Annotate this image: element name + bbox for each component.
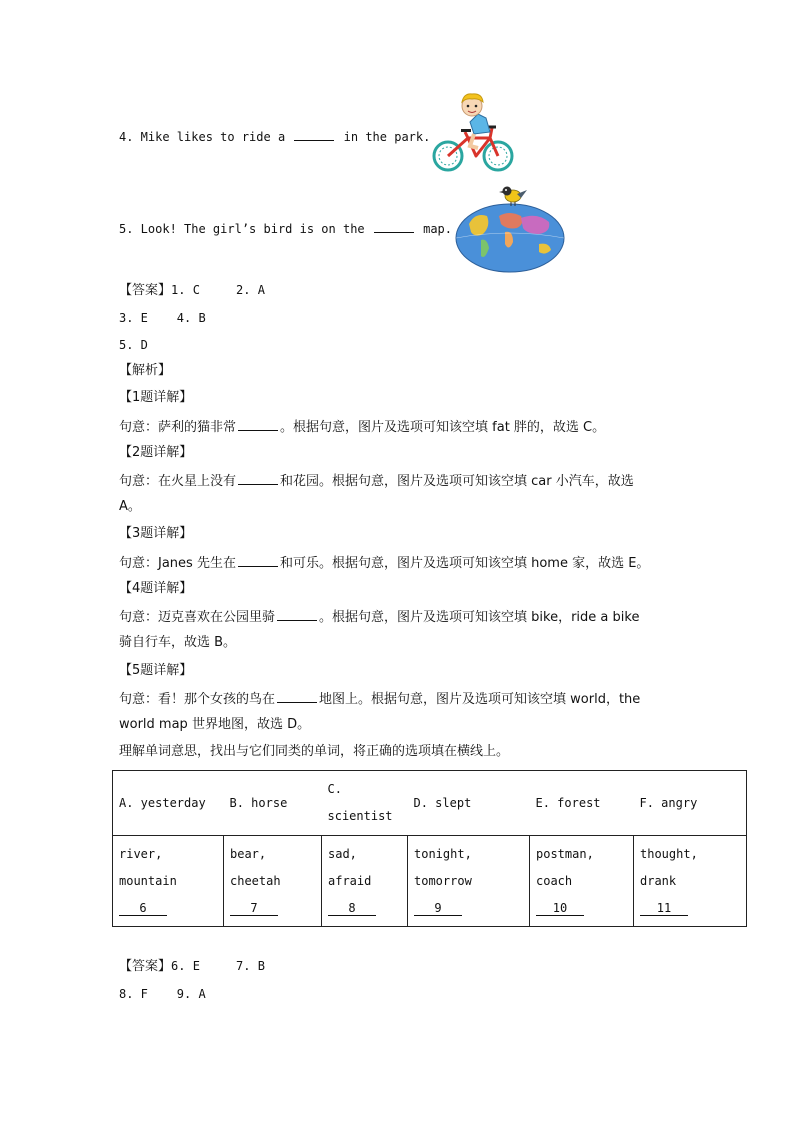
- answer-blank: 6: [119, 901, 167, 916]
- vocabulary-table: [112, 770, 747, 927]
- question-4-text-after: in the park.: [343, 130, 431, 144]
- instruction-text: 理解单词意思，找出与它们同类的单词，将正确的选项填在横线上。: [119, 744, 510, 759]
- detail-4-title: 【4题详解】: [119, 581, 193, 596]
- analysis-heading: 【解析】: [119, 363, 172, 378]
- blank-line: [238, 554, 278, 567]
- detail-4-text-cont: 骑自行车，故选 B。: [119, 635, 237, 650]
- answer-blank: 11: [640, 901, 688, 916]
- word-group-cell: tonight, tomorrow 9: [408, 836, 530, 927]
- word-group-cell: bear, cheetah 7: [224, 836, 322, 927]
- word-group-cell: river, mountain 6: [113, 836, 224, 927]
- detail-2-text: 句意：在火星上没有 和花园。根据句意，图片及选项可知该空填 car 小汽车，故选: [119, 474, 634, 489]
- blank-line: [277, 690, 317, 703]
- detail-2-text-cont: A。: [119, 499, 141, 514]
- option-cell: F. angry: [634, 771, 747, 836]
- detail-3-title: 【3题详解】: [119, 526, 193, 541]
- answer-blank: 8: [328, 901, 376, 916]
- answer-blank: 9: [414, 901, 462, 916]
- question-5-text-before: 5. Look! The girl’s bird is on the: [119, 222, 365, 236]
- option-cell: C. scientist: [327, 782, 393, 823]
- question-4: [119, 128, 430, 145]
- answer-line: 3. E 4. B: [119, 311, 206, 325]
- answer-line: 1. C 2. A: [171, 283, 265, 297]
- detail-3-text: 句意：Janes 先生在 和可乐。根据句意，图片及选项可知该空填 home 家，故选 E。: [119, 556, 650, 571]
- boy-on-bicycle-image: [430, 92, 516, 172]
- answer-label: 【答案】: [119, 283, 172, 298]
- option-cell: D. slept: [413, 796, 472, 810]
- world-map-with-bird-image: [455, 182, 565, 274]
- question-5: [119, 220, 452, 237]
- option-cell: A. yesterday: [113, 771, 224, 836]
- question-5-text-after: map.: [423, 222, 453, 236]
- word-group-cell: thought, drank 11: [634, 836, 747, 927]
- detail-1-text: 句意：萨利的猫非常 。根据句意，图片及选项可知该空填 fat 胖的，故选 C。: [119, 420, 606, 435]
- answer-blank: 7: [230, 901, 278, 916]
- answer-blank: 10: [536, 901, 584, 916]
- detail-5-text-cont: world map 世界地图，故选 D。: [119, 717, 311, 732]
- detail-1-title: 【1题详解】: [119, 390, 193, 405]
- options-row: [113, 771, 747, 836]
- word-group-cell: postman, coach 10: [530, 836, 634, 927]
- question-4-blank: [294, 128, 334, 141]
- option-cell: E. forest: [535, 796, 601, 810]
- answer-label: 【答案】: [119, 959, 172, 974]
- blank-line: [277, 608, 317, 621]
- answer-line: 6. E 7. B: [171, 959, 265, 973]
- question-4-text-before: 4. Mike likes to ride a: [119, 130, 286, 144]
- answer-line: 5. D: [119, 338, 148, 352]
- detail-4-text: 句意：迈克喜欢在公园里骑 。根据句意，图片及选项可知该空填 bike，ride a bike: [119, 610, 640, 625]
- answer-block-1: [119, 282, 265, 299]
- word-group-cell: sad, afraid 8: [322, 836, 408, 927]
- detail-2-title: 【2题详解】: [119, 445, 193, 460]
- option-cell: B. horse: [229, 796, 288, 810]
- blank-line: [238, 472, 278, 485]
- detail-5-text: 句意：看！那个女孩的鸟在 地图上。根据句意，图片及选项可知该空填 world，the: [119, 692, 641, 707]
- answer-block-2: [119, 958, 265, 975]
- question-5-blank: [374, 220, 414, 233]
- word-group-row: [113, 836, 747, 927]
- detail-5-title: 【5题详解】: [119, 663, 193, 678]
- answer-line: 8. F 9. A: [119, 987, 206, 1001]
- blank-line: [238, 418, 278, 431]
